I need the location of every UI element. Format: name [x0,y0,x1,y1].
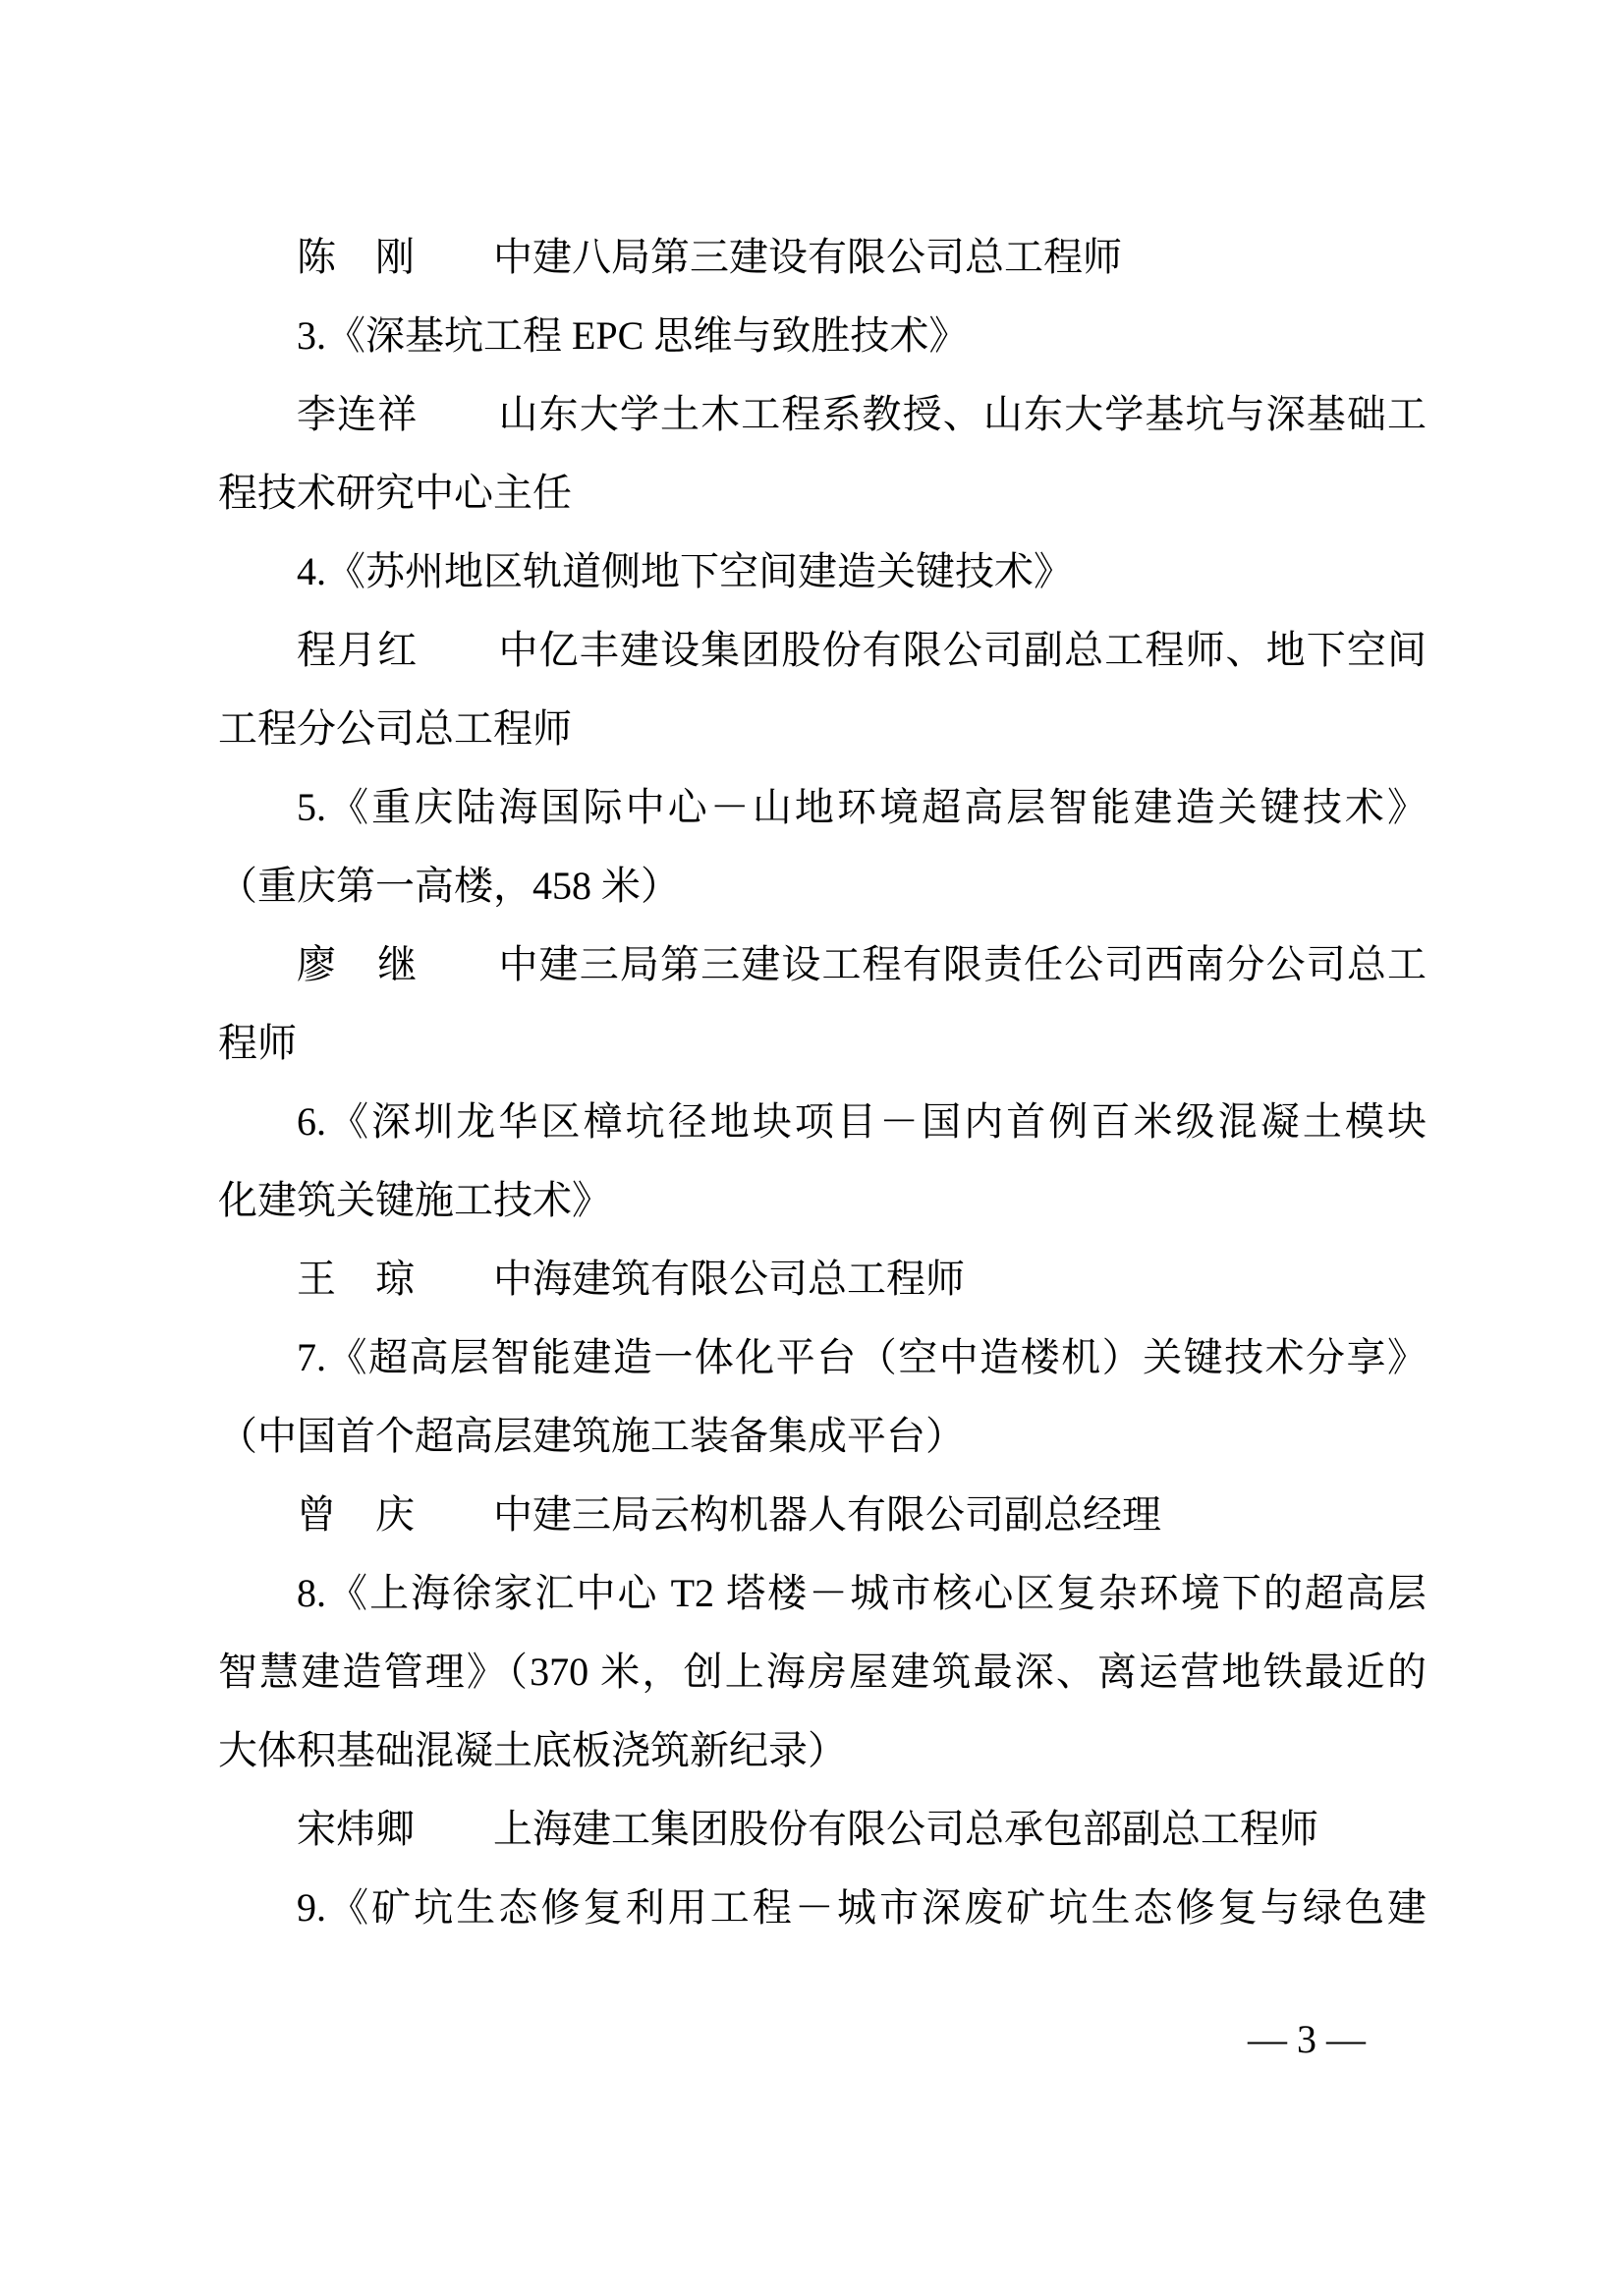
text-line: 程技术研究中心主任 [218,471,572,515]
text-line: 5.《重庆陆海国际中心－山地环境超高层智能建造关键技术》 [297,785,1427,829]
text-line: 9.《矿坑生态修复利用工程－城市深废矿坑生态修复与绿色建 [297,1885,1427,1930]
text-line: 李连祥 山东大学土木工程系教授、山东大学基坑与深基础工 [297,392,1427,436]
text-line: 程师 [218,1021,297,1065]
text-line: 化建筑关键施工技术》 [218,1178,611,1222]
text-line: 大体积基础混凝土底板浇筑新纪录） [218,1728,847,1772]
text-line: 王 琼 中海建筑有限公司总工程师 [297,1257,965,1301]
text-line: 6.《深圳龙华区樟坑径地块项目－国内首例百米级混凝土模块 [297,1099,1427,1144]
text-line: 3.《深基坑工程 EPC 思维与致胜技术》 [297,313,969,358]
document-body [218,218,1427,1947]
text-line: 宋炜卿 上海建工集团股份有限公司总承包部副总工程师 [297,1807,1318,1851]
text-line: 陈 刚 中建八局第三建设有限公司总工程师 [297,235,1122,279]
text-line: 程月红 中亿丰建设集团股份有限公司副总工程师、地下空间 [297,628,1427,672]
text-line: 7.《超高层智能建造一体化平台（空中造楼机）关键技术分享》 [297,1335,1427,1379]
text-line: 8.《上海徐家汇中心 T2 塔楼－城市核心区复杂环境下的超高层 [297,1571,1427,1615]
text-line: 4.《苏州地区轨道侧地下空间建造关键技术》 [297,549,1073,593]
text-line: 曾 庆 中建三局云构机器人有限公司副总经理 [297,1492,1161,1537]
page-number: — 3 — [1248,2017,1366,2061]
text-line: 智慧建造管理》（370 米，创上海房屋建筑最深、离运营地铁最近的 [218,1650,1427,1694]
text-line: （中国首个超高层建筑施工装备集成平台） [218,1414,965,1458]
text-line: （重庆第一高楼，458 米） [218,864,680,908]
text-line: 工程分公司总工程师 [218,706,572,751]
text-line: 廖 继 中建三局第三建设工程有限责任公司西南分公司总工 [297,942,1427,986]
